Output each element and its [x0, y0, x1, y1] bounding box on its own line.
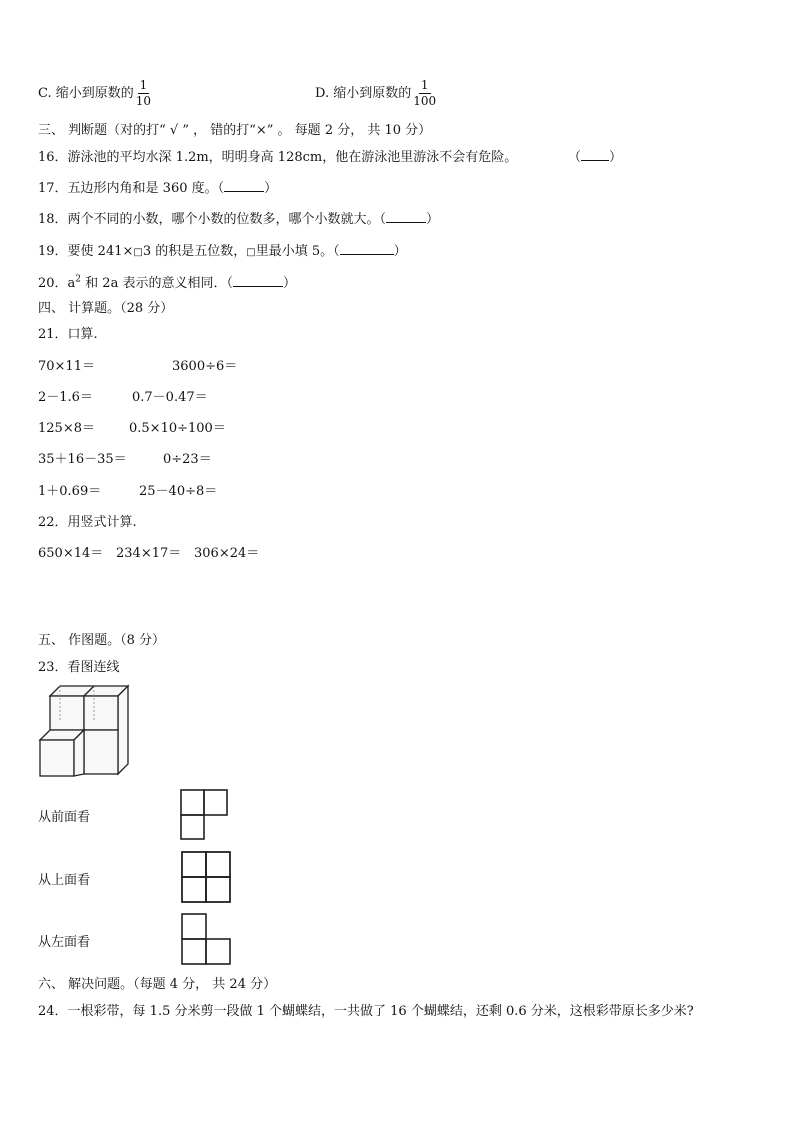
q20-close: ）	[282, 276, 296, 291]
option-d	[315, 78, 436, 109]
section-6-heading: 六、 解决问题。（每题 4 分， 共 24 分）	[38, 977, 277, 992]
q19-box-1: □	[133, 247, 143, 258]
q19-box-2: □	[246, 247, 256, 258]
view-front-label: 从前面看	[38, 810, 91, 825]
q16-text: 16．游泳池的平均水深 1.2m，明明身高 128cm，他在游泳池里游泳不会有危险。	[38, 150, 518, 165]
frac-den: 10	[135, 94, 152, 108]
section-4-heading: 四、 计算题。（28 分）	[38, 301, 174, 316]
q16-blank[interactable]	[581, 148, 609, 161]
view-top-label: 从上面看	[38, 873, 91, 888]
q17-close: ）	[264, 181, 278, 196]
q18-close: ）	[426, 212, 440, 227]
fraction-one-hundredth	[413, 78, 436, 109]
calc-1-2: 3600÷6＝	[172, 359, 238, 374]
question-24: 24．一根彩带，每 1.5 分米剪一段做 1 个蝴蝶结，一共做了 16 个蝴蝶结，还剩 0.6 分米，这根彩带原长多少米?	[38, 1004, 694, 1019]
q20-text-b: 和 2a 表示的意义相同．（	[81, 276, 233, 291]
q16-answer[interactable]	[568, 146, 622, 165]
q18-text: 18．两个不同的小数，哪个小数的位数多，哪个小数就大。（	[38, 212, 387, 227]
calc-5-1: 1＋0.69＝	[38, 484, 102, 499]
vertical-calc-3: 306×24＝	[194, 546, 260, 561]
q19-text-c: 里最小填 5。（	[255, 244, 340, 259]
calc-1-1: 70×11＝	[38, 359, 95, 374]
q19-blank[interactable]	[340, 242, 394, 255]
q19-close: ）	[393, 244, 407, 259]
fraction-one-tenth	[136, 78, 151, 109]
top-view-grid	[180, 850, 232, 904]
q17-blank[interactable]	[224, 179, 264, 192]
question-16	[38, 146, 517, 165]
vertical-calc-1: 650×14＝	[38, 546, 104, 561]
question-17	[38, 177, 277, 196]
front-view-grid	[180, 789, 230, 841]
option-d-text: 缩小到原数的	[333, 86, 412, 101]
section-5-heading: 五、 作图题。（8 分）	[38, 633, 166, 648]
question-19	[38, 240, 407, 259]
q18-blank[interactable]	[386, 210, 426, 223]
calc-4-1: 35＋16－35＝	[38, 452, 127, 467]
question-20	[38, 272, 296, 291]
option-c-letter: C.	[38, 86, 52, 101]
q20-text-a: 20．a	[38, 276, 76, 291]
frac-den: 100	[413, 94, 437, 108]
calc-3-2: 0.5×10÷100＝	[129, 421, 226, 436]
option-d-letter: D.	[315, 86, 330, 101]
question-18	[38, 208, 439, 227]
calc-5-2: 25－40÷8＝	[139, 484, 218, 499]
question-21: 21．口算.	[38, 327, 98, 342]
option-c	[38, 78, 151, 109]
q20-superscript: 2	[75, 274, 82, 285]
calc-2-2: 0.7－0.47＝	[132, 390, 208, 405]
q19-text-b: 3 的积是五位数，	[142, 244, 247, 259]
calc-4-2: 0÷23＝	[163, 452, 212, 467]
calc-3-1: 125×8＝	[38, 421, 95, 436]
q16-open: （	[568, 150, 582, 165]
question-23: 23．看图连线	[38, 660, 120, 675]
calc-2-1: 2－1.6＝	[38, 390, 93, 405]
section-3-heading: 三、 判断题（对的打“ √ ” ， 错的打“×” 。 每题 2 分， 共 10 分）	[38, 123, 432, 138]
q17-text: 17．五边形内角和是 360 度。（	[38, 181, 225, 196]
cube-stack-figure	[38, 684, 130, 780]
option-c-text: 缩小到原数的	[55, 86, 134, 101]
q20-blank[interactable]	[233, 274, 283, 287]
frac-num: 1	[420, 78, 429, 92]
left-view-grid	[180, 912, 232, 966]
frac-num: 1	[139, 78, 148, 92]
q16-close: ）	[609, 150, 623, 165]
question-22: 22．用竖式计算.	[38, 515, 137, 530]
view-left-label: 从左面看	[38, 935, 91, 950]
q19-text-a: 19．要使 241×	[38, 244, 134, 259]
vertical-calc-2: 234×17＝	[116, 546, 182, 561]
